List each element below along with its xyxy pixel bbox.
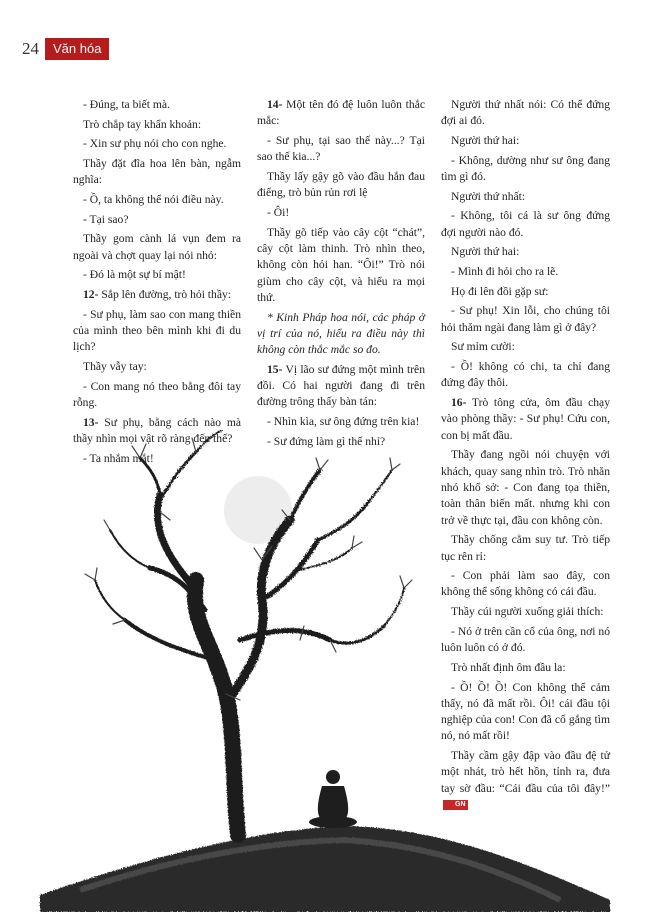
paragraph: - Sư đứng làm gì thế nhỉ? <box>267 434 386 448</box>
paragraph: Thầy đặt đĩa hoa lên bàn, ngẫm nghĩa: <box>73 157 241 187</box>
paragraph: Trò chắp tay khẩn khoản: <box>83 117 202 131</box>
paragraph: - Con mang nó theo bằng đôi tay rỗng. <box>73 379 241 410</box>
paragraph: Thầy chống cằm suy tư. Trò tiếp tục rên rỉ: <box>441 533 610 563</box>
paragraph: - Ồ! Ồ! Ồ! Con không thể cảm thấy, nó đã mất rồi. Ôi! cái đầu tội nghiệp của con! Con đã cố gắng tìm nó, nó mất rồi! <box>441 680 610 743</box>
paragraph: - Nhìn kìa, sư ông đứng trên kia! <box>267 415 420 429</box>
paragraph: Thầy vẫy tay: <box>83 360 147 374</box>
paragraph: - Ôi! <box>267 205 290 219</box>
paragraph: - Sư phụ, tại sao thế này...? Tại sao thế kia...? <box>257 133 425 164</box>
paragraph: Trò nhất định ôm đầu la: <box>451 660 566 674</box>
paragraph: Sư mỉm cười: <box>451 340 515 354</box>
paragraph: - Con phải làm sao đây, con không thể sống không có cái đầu. <box>441 569 610 599</box>
paragraph: Thầy gõ tiếp vào cây cột “chát”, cây cột làm thinh. Trò nhìn theo, không còn hỏi han. “Ôi!” Trò nói giùm cho cây cột, và hiểu ra mọi thứ. <box>257 225 425 304</box>
paragraph: - Sư phụ, làm sao con mang thiền của mình theo bên mình khi đi du lịch? <box>73 307 241 354</box>
paragraph: - Tại sao? <box>83 212 129 226</box>
paragraph: - Sư phụ! Xin lỗi, cho chúng tôi hỏi thăm ngài đang làm gì ở đây? <box>441 304 610 334</box>
section-label: Văn hóa <box>45 38 109 60</box>
paragraph-text: Một tên đó đệ luôn luôn thắc mắc: <box>257 98 425 128</box>
paragraph: Thầy gom cành lá vụn đem ra ngoài và chợt quay lại nói nhỏ: <box>73 232 241 262</box>
text-column-2 <box>257 97 425 453</box>
paragraph: Người thứ hai: <box>451 133 520 147</box>
paragraph-text: Vị lão sư đứng một mình trên đồi. Có hai người đang đi trên đường trông thấy bàn tán: <box>257 362 425 409</box>
page-header <box>22 38 109 60</box>
paragraph: - Xin sư phụ nói cho con nghe. <box>83 137 227 151</box>
item-number: 15- <box>267 362 283 376</box>
paragraph: - Đúng, ta biết mà. <box>83 98 170 111</box>
paragraph: - Nó ở trên cần cổ của ông, nơi nó luôn luôn có ở đó. <box>441 624 610 655</box>
final-paragraph <box>441 748 610 813</box>
paragraph: Người thứ nhất nói: Có thể đứng đợi ai đó. <box>441 98 610 128</box>
paragraph: - Không, tôi cá là sư ông đứng đợi người nào đó. <box>441 209 610 239</box>
paragraph: - Không, dường như sư ông đang tìm gì đó. <box>441 153 610 183</box>
paragraph: Họ đi lên đồi gặp sư: <box>451 284 549 298</box>
end-mark-badge: GN <box>443 800 468 810</box>
meditating-monk-figure <box>309 770 357 828</box>
page-number: 24 <box>22 39 39 58</box>
paragraph: Thầy đang ngồi nói chuyện với khách, quay sang nhìn trò. Trò nhăn nhó khổ sở: - Con đang tọa thiền, toàn thân biến mất. nhưng khi con trở về thực tại, đầu con không còn. <box>441 448 610 527</box>
paragraph: - Ta nhắm mắt! <box>83 451 154 465</box>
numbered-paragraph <box>441 395 610 444</box>
numbered-paragraph <box>73 287 241 303</box>
paragraph-text: Thầy cầm gậy đập vào đầu đệ tử một nhát, trò hết hồn, tỉnh ra, đưa tay sờ đầu: “Cái đầu của tôi đây!” <box>441 749 610 795</box>
item-number: 12- <box>83 288 99 302</box>
paragraph: - Mình đi hỏi cho ra lẽ. <box>451 265 559 279</box>
numbered-paragraph <box>257 97 425 130</box>
paragraph: Người thứ nhất: <box>451 189 526 203</box>
paragraph-text: Sư phụ, bằng cách nào mà thầy nhìn mọi vật rõ ràng đến thế? <box>73 415 241 446</box>
numbered-paragraph <box>257 362 425 411</box>
paragraph-text: Trò tông cửa, ôm đầu chạy vào phòng thầy: - Sư phụ! Cứu con, con bị mất đầu. <box>441 396 610 442</box>
text-column-3 <box>441 97 610 817</box>
item-number: 13- <box>83 415 99 429</box>
text-column-1 <box>73 97 241 470</box>
numbered-paragraph <box>73 415 241 448</box>
paragraph: Thầy cúi người xuống giải thích: <box>451 605 604 619</box>
item-number: 14- <box>267 98 283 111</box>
paragraph: - Ồ! không có chi, ta chỉ đang đứng đây thôi. <box>441 360 610 390</box>
paragraph: Người thứ hai: <box>451 245 520 259</box>
paragraph: - Đó là một sự bí mật! <box>83 268 186 282</box>
paragraph: - Ồ, ta không thể nói điều này. <box>83 193 224 207</box>
paragraph: Thầy lấy gậy gõ vào đầu hắn đau điếng, trò bủn rủn rơi lệ <box>257 169 425 200</box>
paragraph-text: Sắp lên đường, trò hỏi thầy: <box>98 288 231 302</box>
italic-note: * Kinh Pháp hoa nói, các pháp ở vị trí của nó, hiểu ra điều này thì không còn thắc mắc so đo. <box>257 310 425 357</box>
item-number: 16- <box>451 396 467 410</box>
